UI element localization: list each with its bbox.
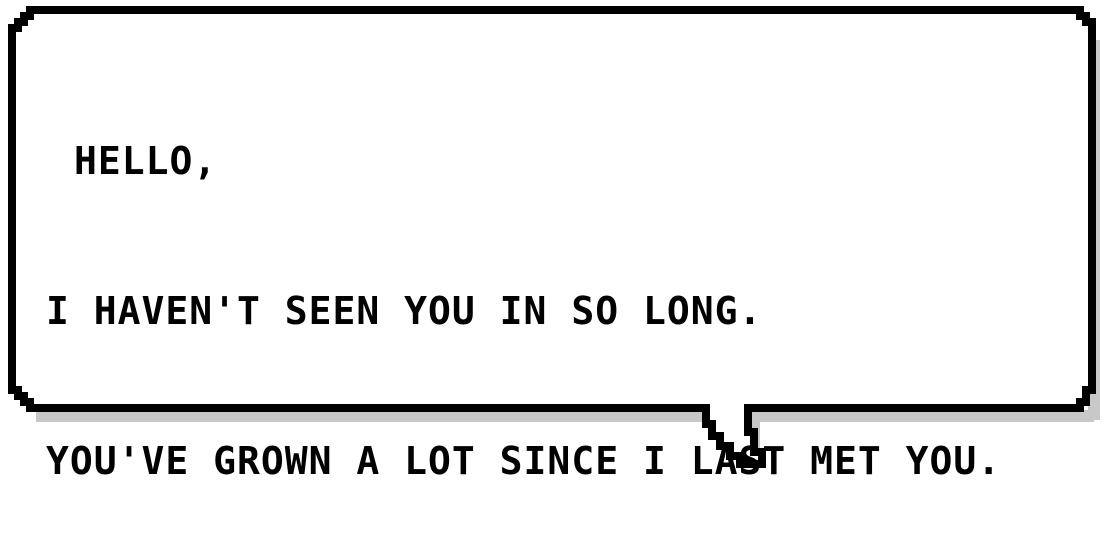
dialog-line-greeting: HELLO, (74, 139, 218, 183)
dialog-line-2: I HAVEN'T SEEN YOU IN SO LONG. (46, 289, 763, 333)
dialog-line-3: YOU'VE GROWN A LOT SINCE I LAST MET YOU. (46, 439, 1002, 483)
dialog-text (46, 36, 1086, 536)
